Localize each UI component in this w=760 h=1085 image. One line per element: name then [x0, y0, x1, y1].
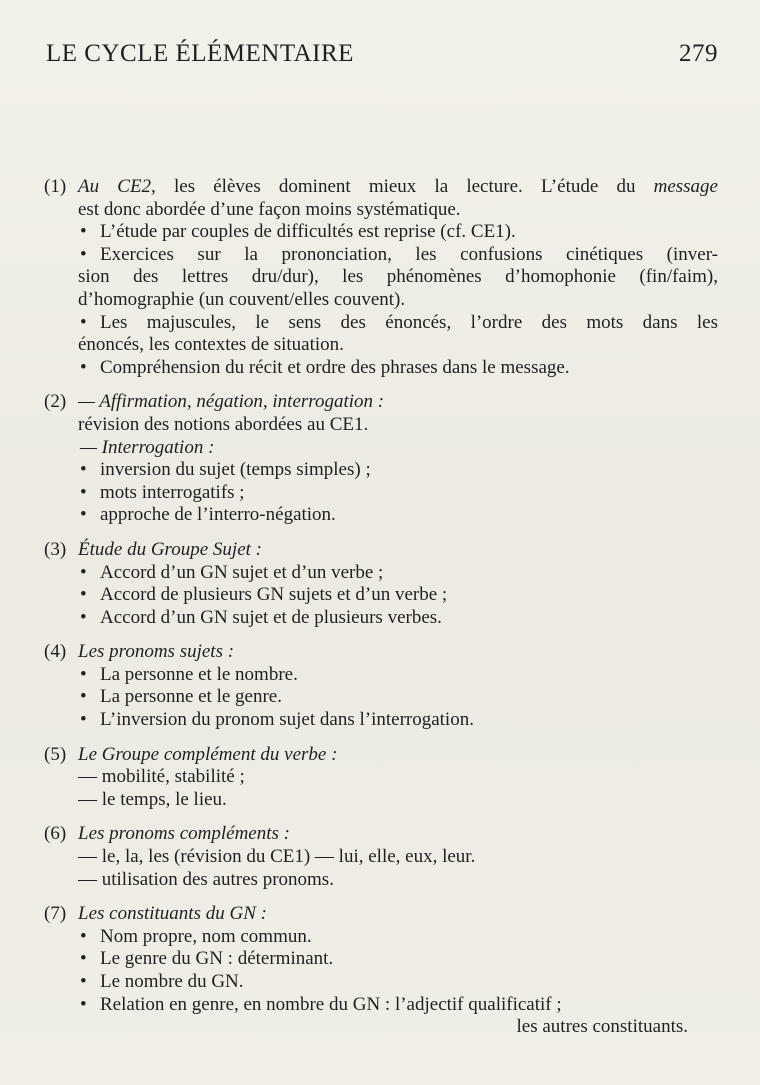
- section-number: (3): [44, 538, 67, 560]
- text-line: les autres constituants.: [516, 1016, 688, 1038]
- section-4: [44, 641, 718, 731]
- section-title: Les constituants du GN :: [78, 903, 267, 925]
- bullet-item: • Le genre du GN : déterminant.: [78, 948, 718, 971]
- section-title: Étude du Groupe Sujet :: [78, 538, 262, 560]
- section-title: Les pronoms sujets :: [78, 641, 235, 663]
- section-number: (5): [44, 743, 67, 765]
- text-line: sion des lettres dru/dur), les phénomènes d’homophonie (fin/faim),: [78, 266, 718, 288]
- section-3: [44, 539, 718, 629]
- section-title: — Affirmation, négation, interrogation :: [78, 391, 385, 413]
- bullet-item: • inversion du sujet (temps simples) ;: [78, 459, 718, 482]
- text-line: — mobilité, stabilité ;: [78, 766, 245, 788]
- bullet-item: • Exercices sur la prononciation, les confusions cinétiques (inver-: [78, 244, 718, 267]
- text-line: révision des notions abordées au CE1.: [78, 413, 369, 435]
- bullet-item: • mots interrogatifs ;: [78, 482, 718, 505]
- bullet-item: • approche de l’interro-négation.: [78, 504, 718, 527]
- bullet-item: • Accord d’un GN sujet et d’un verbe ;: [78, 562, 718, 585]
- section-number: (6): [44, 823, 67, 845]
- section-number: (4): [44, 641, 67, 663]
- bullet-item: • La personne et le nombre.: [78, 664, 718, 687]
- bullet-item: • La personne et le genre.: [78, 686, 718, 709]
- section-2: [44, 391, 718, 527]
- text-line: — utilisation des autres pronoms.: [78, 868, 334, 890]
- running-title: LE CYCLE ÉLÉMENTAIRE: [46, 40, 354, 67]
- section-title: Les pronoms compléments :: [78, 823, 290, 845]
- page-number: 279: [679, 40, 718, 67]
- bullet-item: • Relation en genre, en nombre du GN : l’adjectif qualificatif ;: [78, 994, 718, 1017]
- text-line: d’homographie (un couvent/elles couvent).: [78, 288, 406, 310]
- section-number: (2): [44, 391, 67, 413]
- text-line: — le, la, les (révision du CE1) — lui, elle, eux, leur.: [78, 846, 476, 868]
- section-1-lead: Au CE2, les élèves dominent mieux la lecture. L’étude du message: [78, 176, 718, 197]
- bullet-item: • Le nombre du GN.: [78, 971, 718, 994]
- text-line: énoncés, les contextes de situation.: [78, 334, 344, 356]
- text-line: est donc abordée d’une façon moins systématique.: [78, 198, 461, 220]
- section-1: [44, 176, 718, 379]
- section-7: [44, 903, 718, 1039]
- section-5: [44, 744, 718, 812]
- bullet-item: • L’étude par couples de difficultés est reprise (cf. CE1).: [78, 221, 718, 244]
- bullet-item: • L’inversion du pronom sujet dans l’interrogation.: [78, 709, 718, 732]
- section-6: [44, 823, 718, 891]
- section-number: (7): [44, 903, 67, 925]
- page-header: [46, 40, 718, 68]
- bullet-item: • Accord d’un GN sujet et de plusieurs verbes.: [78, 607, 718, 630]
- subheading: — Interrogation :: [80, 436, 215, 458]
- text-line: — le temps, le lieu.: [78, 788, 227, 810]
- section-title: Le Groupe complément du verbe :: [78, 743, 338, 765]
- bullet-item: • Accord de plusieurs GN sujets et d’un verbe ;: [78, 584, 718, 607]
- bullet-item: • Les majuscules, le sens des énoncés, l’ordre des mots dans les: [78, 312, 718, 335]
- bullet-item: • Nom propre, nom commun.: [78, 926, 718, 949]
- bullet-item: • Compréhension du récit et ordre des phrases dans le message.: [78, 357, 718, 380]
- page-content: [44, 176, 718, 1051]
- section-number: (1): [44, 176, 67, 197]
